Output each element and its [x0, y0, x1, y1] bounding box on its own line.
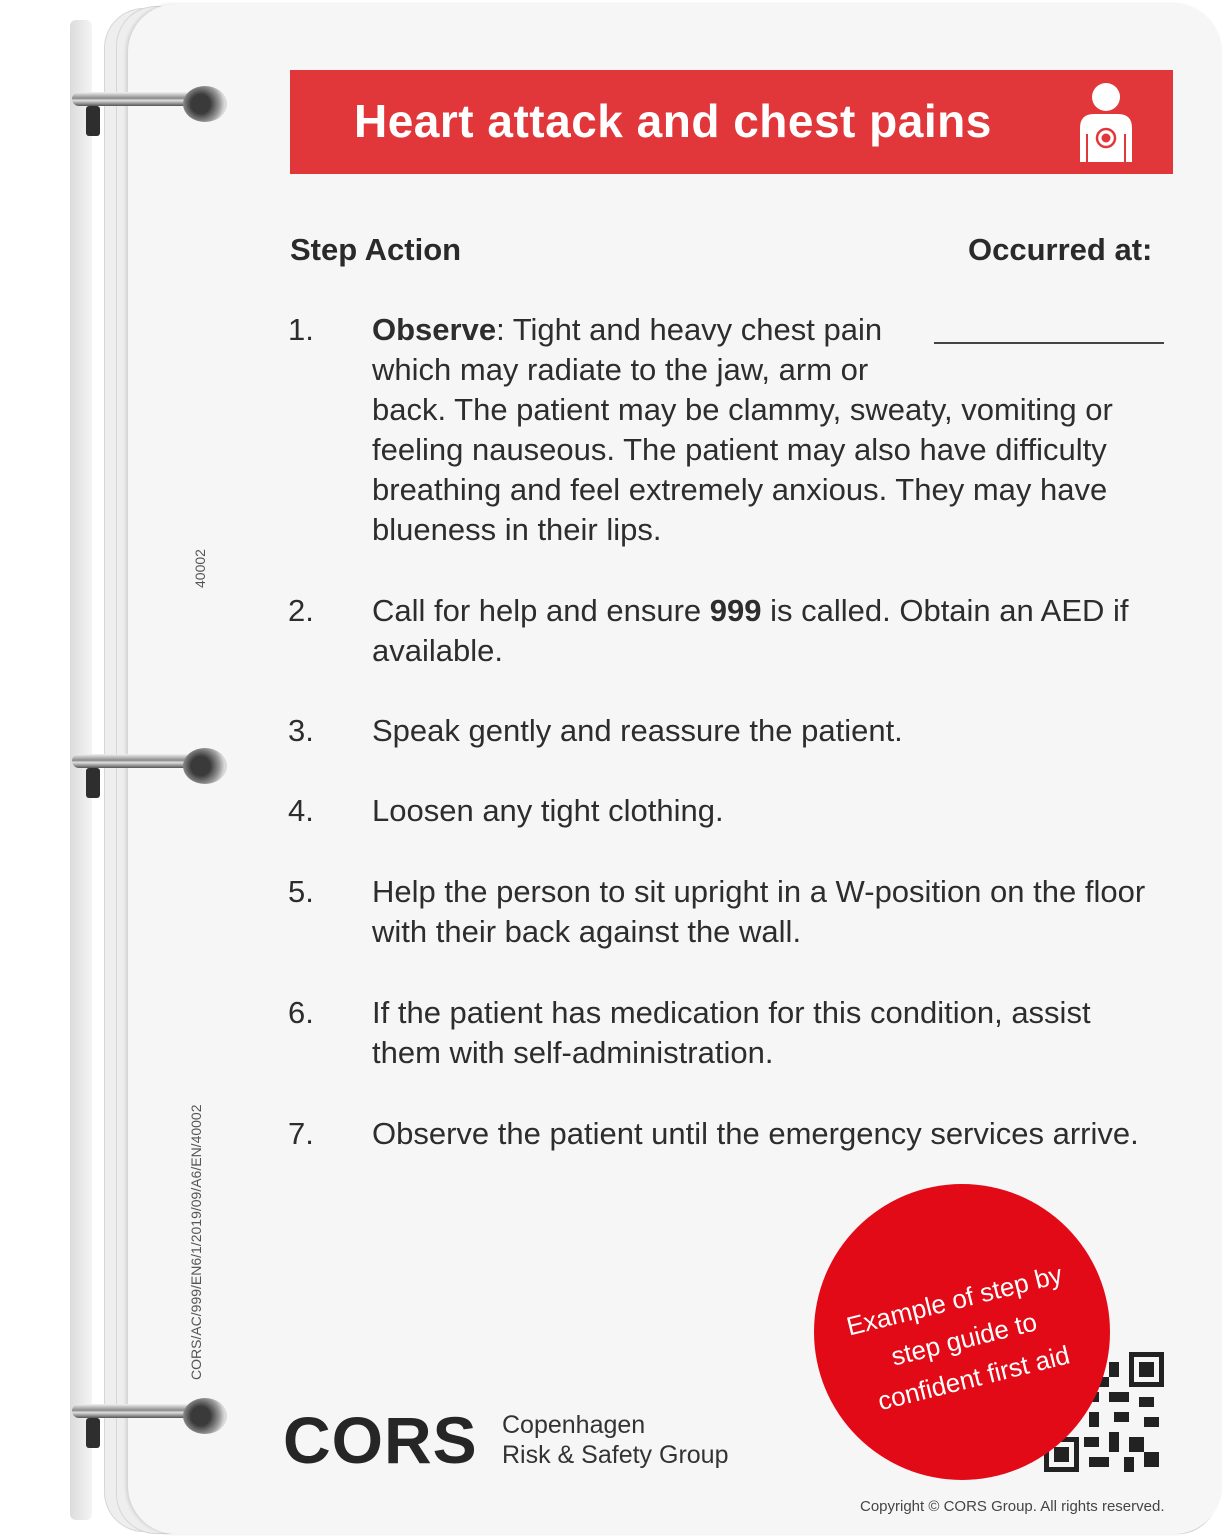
- promo-badge-text: Example of step by step guide to confident first aid: [843, 1258, 1073, 1417]
- step-action-heading: Step Action: [290, 232, 462, 267]
- emergency-number: 999: [709, 593, 762, 628]
- step-number: 2.: [288, 593, 314, 628]
- logo-subtitle: [502, 1410, 728, 1470]
- step-text: Speak gently and reassure the patient.: [372, 713, 903, 748]
- step-text: is called. Obtain an AED if available.: [372, 593, 1129, 668]
- step-number: 3.: [288, 713, 314, 748]
- step-1: [288, 310, 1168, 550]
- step-5: [288, 872, 1168, 952]
- card-code-short: 40002: [192, 549, 208, 588]
- step-6: [288, 993, 1168, 1073]
- step-7: [288, 1114, 1168, 1154]
- step-2: [288, 591, 1168, 671]
- card-title: Heart attack and chest pains: [354, 95, 992, 147]
- step-text: Loosen any tight clothing.: [372, 793, 724, 828]
- copyright-notice: Copyright © CORS Group. All rights reserved.: [860, 1498, 1165, 1515]
- step-number: 4.: [288, 793, 314, 828]
- step-number: 1.: [288, 312, 314, 347]
- step-number: 5.: [288, 874, 314, 909]
- binder-ring: [72, 1398, 227, 1432]
- occurred-at-heading: Occurred at:: [968, 232, 1153, 267]
- card-code-long: CORS/AC/999/EN6/1/2019/09/A6/EN/40002: [188, 1104, 204, 1380]
- logo-subtitle-line: Copenhagen: [502, 1411, 646, 1439]
- step-text: Help the person to sit upright in a W-position on the floor with their back against the wall.: [372, 874, 1146, 949]
- cors-logo: CORS: [283, 1403, 478, 1477]
- step-4: [288, 791, 1168, 831]
- step-text: If the patient has medication for this condition, assist them with self-administration.: [372, 995, 1091, 1070]
- step-number: 7.: [288, 1116, 314, 1151]
- card-header: [290, 70, 1173, 174]
- occurred-at-line: [934, 342, 1164, 344]
- promo-badge: [814, 1184, 1110, 1480]
- logo-subtitle-line: Risk & Safety Group: [502, 1441, 729, 1469]
- step-3: [288, 711, 1168, 751]
- step-keyword: Observe: [372, 312, 497, 347]
- step-number: 6.: [288, 995, 314, 1030]
- binder-ring: [72, 748, 227, 782]
- binder-ring: [72, 86, 227, 120]
- step-text: Call for help and ensure: [372, 593, 710, 628]
- step-text: : Tight and heavy chest pain which may radiate to the jaw, arm or back. The patient may be clammy, sweaty, vomiting or feeling nauseous. The patient may also have difficulty breathing and feel extremely anxious. They may have blueness in their lips.: [372, 312, 1113, 547]
- person-heart-icon: [1076, 82, 1136, 164]
- step-text: Observe the patient until the emergency services arrive.: [372, 1116, 1139, 1151]
